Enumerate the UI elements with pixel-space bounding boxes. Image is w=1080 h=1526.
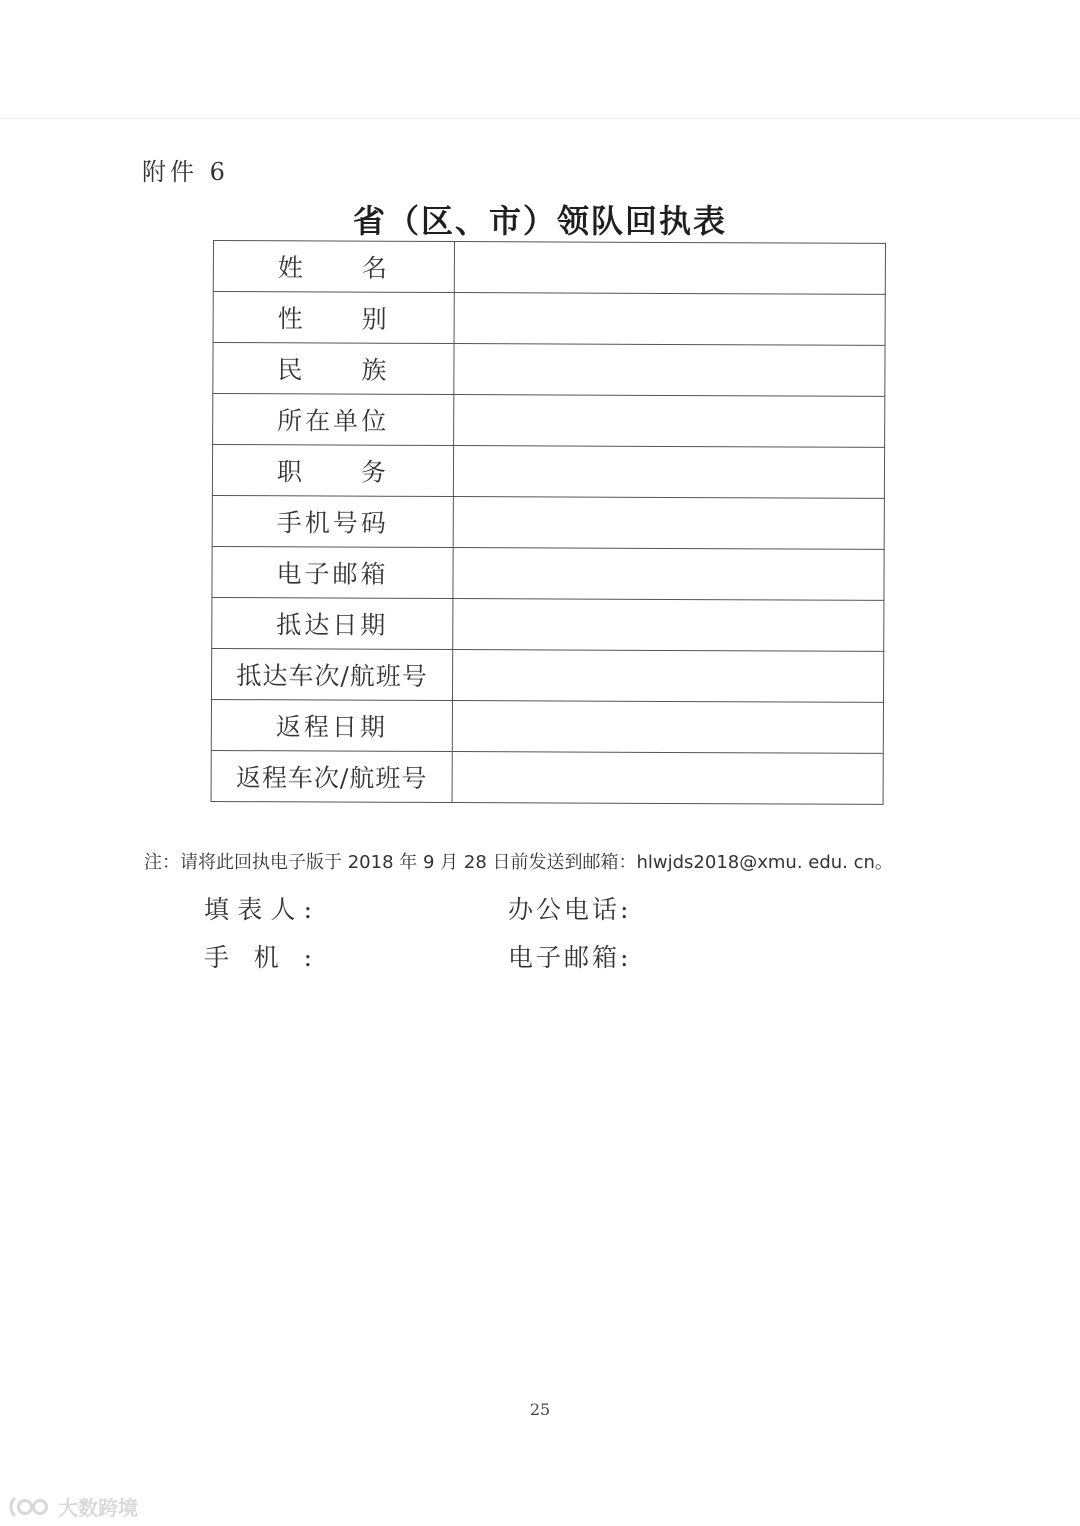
document-title: 省（区、市）领队回执表 xyxy=(352,202,727,240)
form-row-arrival-date xyxy=(212,597,884,651)
form-label-return-date: 返程日期 xyxy=(211,699,452,751)
mobile-label: 手机: xyxy=(204,943,312,972)
page-number: 25 xyxy=(529,1400,551,1419)
form-value-arrival-train-flight[interactable] xyxy=(452,650,883,703)
form-row-return-date xyxy=(211,699,883,753)
watermark xyxy=(8,1492,138,1521)
form-row-ethnicity xyxy=(213,343,885,397)
form-row-organization xyxy=(213,394,885,448)
form-value-arrival-date[interactable] xyxy=(453,599,884,652)
form-value-mobile[interactable] xyxy=(453,497,884,550)
form-value-email[interactable] xyxy=(453,548,884,601)
form-label-gender: 性别 xyxy=(213,292,454,344)
form-value-return-date[interactable] xyxy=(452,701,883,754)
watermark-text: 大数跨境 xyxy=(58,1496,138,1520)
form-label-arrival-date: 抵达日期 xyxy=(212,597,453,649)
form-value-ethnicity[interactable] xyxy=(454,344,885,397)
email-field xyxy=(508,938,631,974)
form-label-name: 姓名 xyxy=(213,241,454,293)
form-row-position xyxy=(212,445,884,499)
office-phone-field xyxy=(508,890,631,926)
form-label-position: 职务 xyxy=(212,445,453,497)
form-row-email xyxy=(212,546,884,600)
page-top-rule xyxy=(0,118,1080,119)
form-label-ethnicity: 民族 xyxy=(213,343,454,395)
form-value-return-train-flight[interactable] xyxy=(452,752,883,805)
form-label-organization: 所在单位 xyxy=(213,394,454,446)
form-row-return-train-flight xyxy=(211,750,883,804)
form-value-organization[interactable] xyxy=(454,395,885,448)
filler-field xyxy=(204,890,312,926)
form-row-arrival-train-flight xyxy=(211,648,883,702)
filler-label: 填表人: xyxy=(204,895,312,924)
email-label: 电子邮箱: xyxy=(508,943,632,972)
form-value-position[interactable] xyxy=(453,446,884,499)
form-row-mobile xyxy=(212,495,884,549)
attachment-label: 附件 6 xyxy=(142,158,229,186)
office-phone-label: 办公电话: xyxy=(508,895,632,924)
mobile-field xyxy=(204,938,312,974)
receipt-form-table xyxy=(211,240,886,805)
form-row-name xyxy=(213,241,885,295)
form-label-return-train-flight: 返程车次/航班号 xyxy=(211,750,452,802)
form-value-gender[interactable] xyxy=(454,293,885,346)
form-row-gender xyxy=(213,292,885,346)
form-label-email: 电子邮箱 xyxy=(212,546,453,598)
watermark-logo-icon xyxy=(8,1495,52,1519)
form-value-name[interactable] xyxy=(454,242,885,295)
form-label-arrival-train-flight: 抵达车次/航班号 xyxy=(211,648,452,700)
form-label-mobile: 手机号码 xyxy=(212,495,453,547)
submission-note: 注：请将此回执电子版于 2018 年 9 月 28 日前发送到邮箱：hlwjds2018@xmu. edu. cn。 xyxy=(144,852,893,873)
